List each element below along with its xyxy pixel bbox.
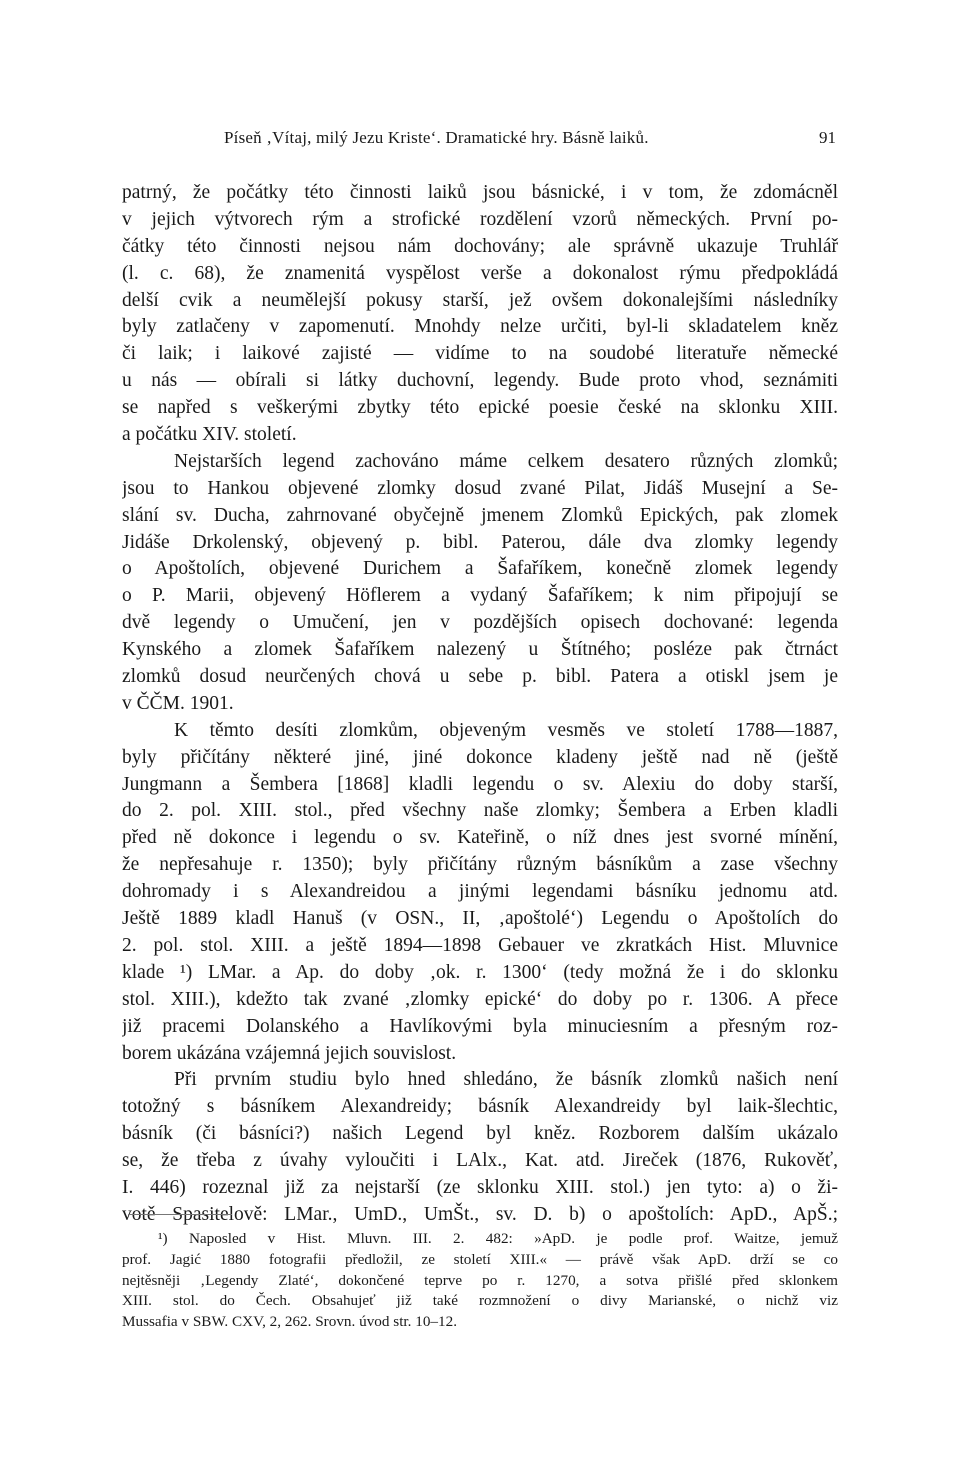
text-line: byly přičítány některé jiné, jiné dokonce kladeny ještě nad ně (ještě — [122, 746, 838, 768]
text-line: či laik; i laikové zajisté — vidíme to na soudobé literatuře německé — [122, 343, 838, 365]
text-line: (l. c. 68), že znamenitá vyspělost verše a dokonalost rýmu předpokládá — [122, 262, 838, 284]
text-line: Jidáše Drkolenský, objevený p. bibl. Paterou, dále dva zlomky legendy — [122, 531, 838, 553]
paragraph-start: K těmto desíti zlomkům, objeveným vesměs ve století 1788—1887, — [174, 719, 838, 741]
footnote-line: nejtěsněji ‚Legendy Zlaté‘, dokončené teprve po r. 1270, a sotva přišlé před sklonkem — [122, 1271, 838, 1289]
footnote-line: XIII. stol. do Čech. Obsahujeť již také rozmnožení o divy Marianské, o nichž viz — [122, 1292, 838, 1310]
running-title: Píseň ‚Vítaj, milý Jezu Kriste‘. Dramatické hry. Básně laiků. — [224, 128, 649, 147]
text-line: dohromady i s Alexandreidou a jinými legendami básníku jednomu atd. — [122, 881, 838, 903]
paragraph-start: Při prvním studiu bylo hned shledáno, že básník zlomků našich není — [174, 1069, 838, 1091]
footnote-line: ¹) Naposled v Hist. Mluvn. III. 2. 482: »ApD. je podle prof. Waitze, jemuž — [158, 1230, 838, 1247]
text-line: stol. XIII.), kdežto tak zvané ‚zlomky epické‘ do doby po r. 1306. A přece — [122, 988, 838, 1010]
text-line: a počátku XIV. století. — [122, 424, 297, 446]
text-line: o Apoštolích, objevené Durichem a Šafaříkem, konečně zlomek legendy — [122, 558, 838, 580]
text-line: byly zatlačeny v zapomenutí. Mnohdy nelze určiti, byl-li skladatelem kněz — [122, 316, 838, 338]
text-line: se napřed s veškerými zbytky této epické poesie české na sklonku XIII. — [122, 397, 838, 419]
text-line: u nás — obírali si látky duchovní, legendy. Bude proto vhod, seznámiti — [122, 370, 838, 392]
text-line: 2. pol. stol. XIII. a ještě 1894—1898 Gebauer ve zkratkách Hist. Mluvnice — [122, 934, 838, 956]
footnote-line: Mussafia v SBW. CXV, 2, 262. Srovn. úvod str. 10–12. — [122, 1313, 457, 1331]
paragraph-start: Nejstarších legend zachováno máme celkem desatero různých zlomků; — [174, 450, 838, 472]
text-line: jsou to Hankou objevené zlomky dosud zvané Pilat, Jidáš Musejní a Se- — [122, 477, 838, 499]
text-line: o P. Marii, objevený Höflerem a vydaný Šafaříkem; k nim připojují se — [122, 585, 838, 607]
footnote-separator — [128, 1214, 232, 1215]
running-header — [122, 128, 836, 152]
text-line: borem ukázána vzájemná jejich souvislost. — [122, 1042, 457, 1064]
text-line: Jungmann a Šembera [1868] kladli legendu o sv. Alexiu do doby starší, — [122, 773, 838, 795]
text-line: před ně dokonce i legendu o sv. Kateřině, o níž dnes jest svorné mínění, — [122, 827, 838, 849]
main-text — [122, 180, 838, 1229]
text-line: básník (či básníci?) našich Legend byl kněz. Rozborem dalším ukázalo — [122, 1123, 838, 1145]
page-number: 91 — [819, 128, 836, 147]
text-line: dvě legendy o Umučení, jen v pozdějších opisech dochované: legenda — [122, 612, 838, 634]
text-line: votě Spasitelově: LMar., UmD., UmŠt., sv. D. b) o apoštolích: ApD., ApŠ.; — [122, 1203, 838, 1225]
text-line: v ČČM. 1901. — [122, 692, 234, 714]
text-line: I. 446) rozeznal již za nejstarší (ze sklonku XIII. stol.) jen tyto: a) o ži- — [122, 1176, 838, 1198]
text-line: Kynského a zlomek Šafaříkem nalezený u Štítného; posléze pak čtrnáct — [122, 639, 838, 661]
text-line: již pracemi Dolanského a Havlíkovými byla minuciesním a přesným roz- — [122, 1015, 838, 1037]
text-line: do 2. pol. XIII. stol., před všechny naše zlomky; Šembera a Erben kladli — [122, 800, 838, 822]
text-line: v jejich výtvorech rým a strofické rozdělení vzorů německých. První po- — [122, 208, 838, 230]
text-line: se, že třeba z úvahy vyloučiti i LAlx., Kat. atd. Jireček (1876, Rukověť, — [122, 1150, 838, 1172]
text-line: Ještě 1889 kladl Hanuš (v OSN., II, ‚apoštolé‘) Legendu o Apoštolích do — [122, 908, 838, 930]
text-line: delší cvik a neumělejší pokusy starší, jež ovšem dokonalejšími následníky — [122, 289, 838, 311]
text-line: čátky této činnosti nejsou nám dochovány; ale správně ukazuje Truhlář — [122, 235, 838, 257]
footnote-line: prof. Jagić 1880 fotografii předložil, ze století XIII.« — právě však ApD. drží se co — [122, 1250, 838, 1268]
text-line: slání sv. Ducha, zahrnované obyčejně jmenem Zlomků Epických, pak zlomek — [122, 504, 838, 526]
text-line: totožný s básníkem Alexandreidy; básník Alexandreidy byl laik-šlechtic, — [122, 1096, 838, 1118]
text-line: klade ¹) LMar. a Ap. do doby ‚ok. r. 1300‘ (tedy možná že i do sklonku — [122, 961, 838, 983]
footnotes — [122, 1229, 838, 1333]
text-line: že nepřesahuje r. 1350); byly přičítány různým básníkům a zase všechny — [122, 854, 838, 876]
text-line: patrný, že počátky této činnosti laiků jsou básnické, i v tom, že zdomácněl — [122, 182, 838, 203]
text-line: zlomků dosud neurčených chová u sebe p. bibl. Patera a otiskl jsem je — [122, 666, 838, 688]
